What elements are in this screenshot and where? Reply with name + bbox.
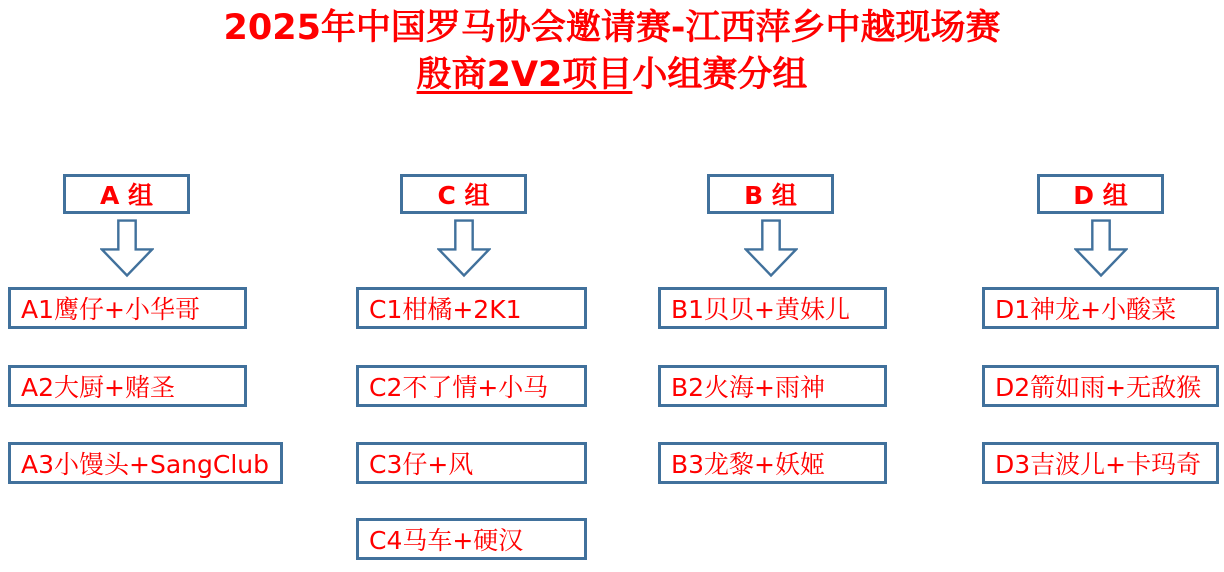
group-a-header: A 组 [63, 174, 190, 214]
team-box-b1: B1贝贝+黄妹儿 [658, 287, 887, 329]
title-line2-rest: 小组赛分组 [632, 55, 808, 95]
team-box-d2: D2箭如雨+无敌猴 [982, 365, 1219, 407]
team-box-d3: D3吉波儿+卡玛奇 [982, 442, 1219, 484]
team-box-a3: A3小馒头+SangClub [8, 442, 283, 484]
title-line2 [0, 52, 1224, 98]
team-box-b3: B3龙黎+妖姬 [658, 442, 887, 484]
group-c-header: C 组 [400, 174, 527, 214]
page-title [0, 4, 1224, 98]
title-line1: 2025年中国罗马协会邀请赛-江西萍乡中越现场赛 [223, 8, 1001, 48]
team-box-c1: C1柑橘+2K1 [356, 287, 587, 329]
team-box-a2: A2大厨+赌圣 [8, 365, 247, 407]
team-box-c2: C2不了情+小马 [356, 365, 587, 407]
team-box-a1: A1鹰仔+小华哥 [8, 287, 247, 329]
team-box-c3: C3仔+风 [356, 442, 587, 484]
group-b-header: B 组 [707, 174, 834, 214]
team-box-d1: D1神龙+小酸菜 [982, 287, 1219, 329]
title-line2-underlined-part: 殷商2V2项目 [416, 55, 633, 95]
group-d-header: D 组 [1037, 174, 1164, 214]
down-arrow-icon [744, 219, 798, 278]
down-arrow-icon [100, 219, 154, 278]
down-arrow-icon [437, 219, 491, 278]
team-box-b2: B2火海+雨神 [658, 365, 887, 407]
team-box-c4: C4马车+硬汉 [356, 518, 587, 560]
down-arrow-icon [1074, 219, 1128, 278]
